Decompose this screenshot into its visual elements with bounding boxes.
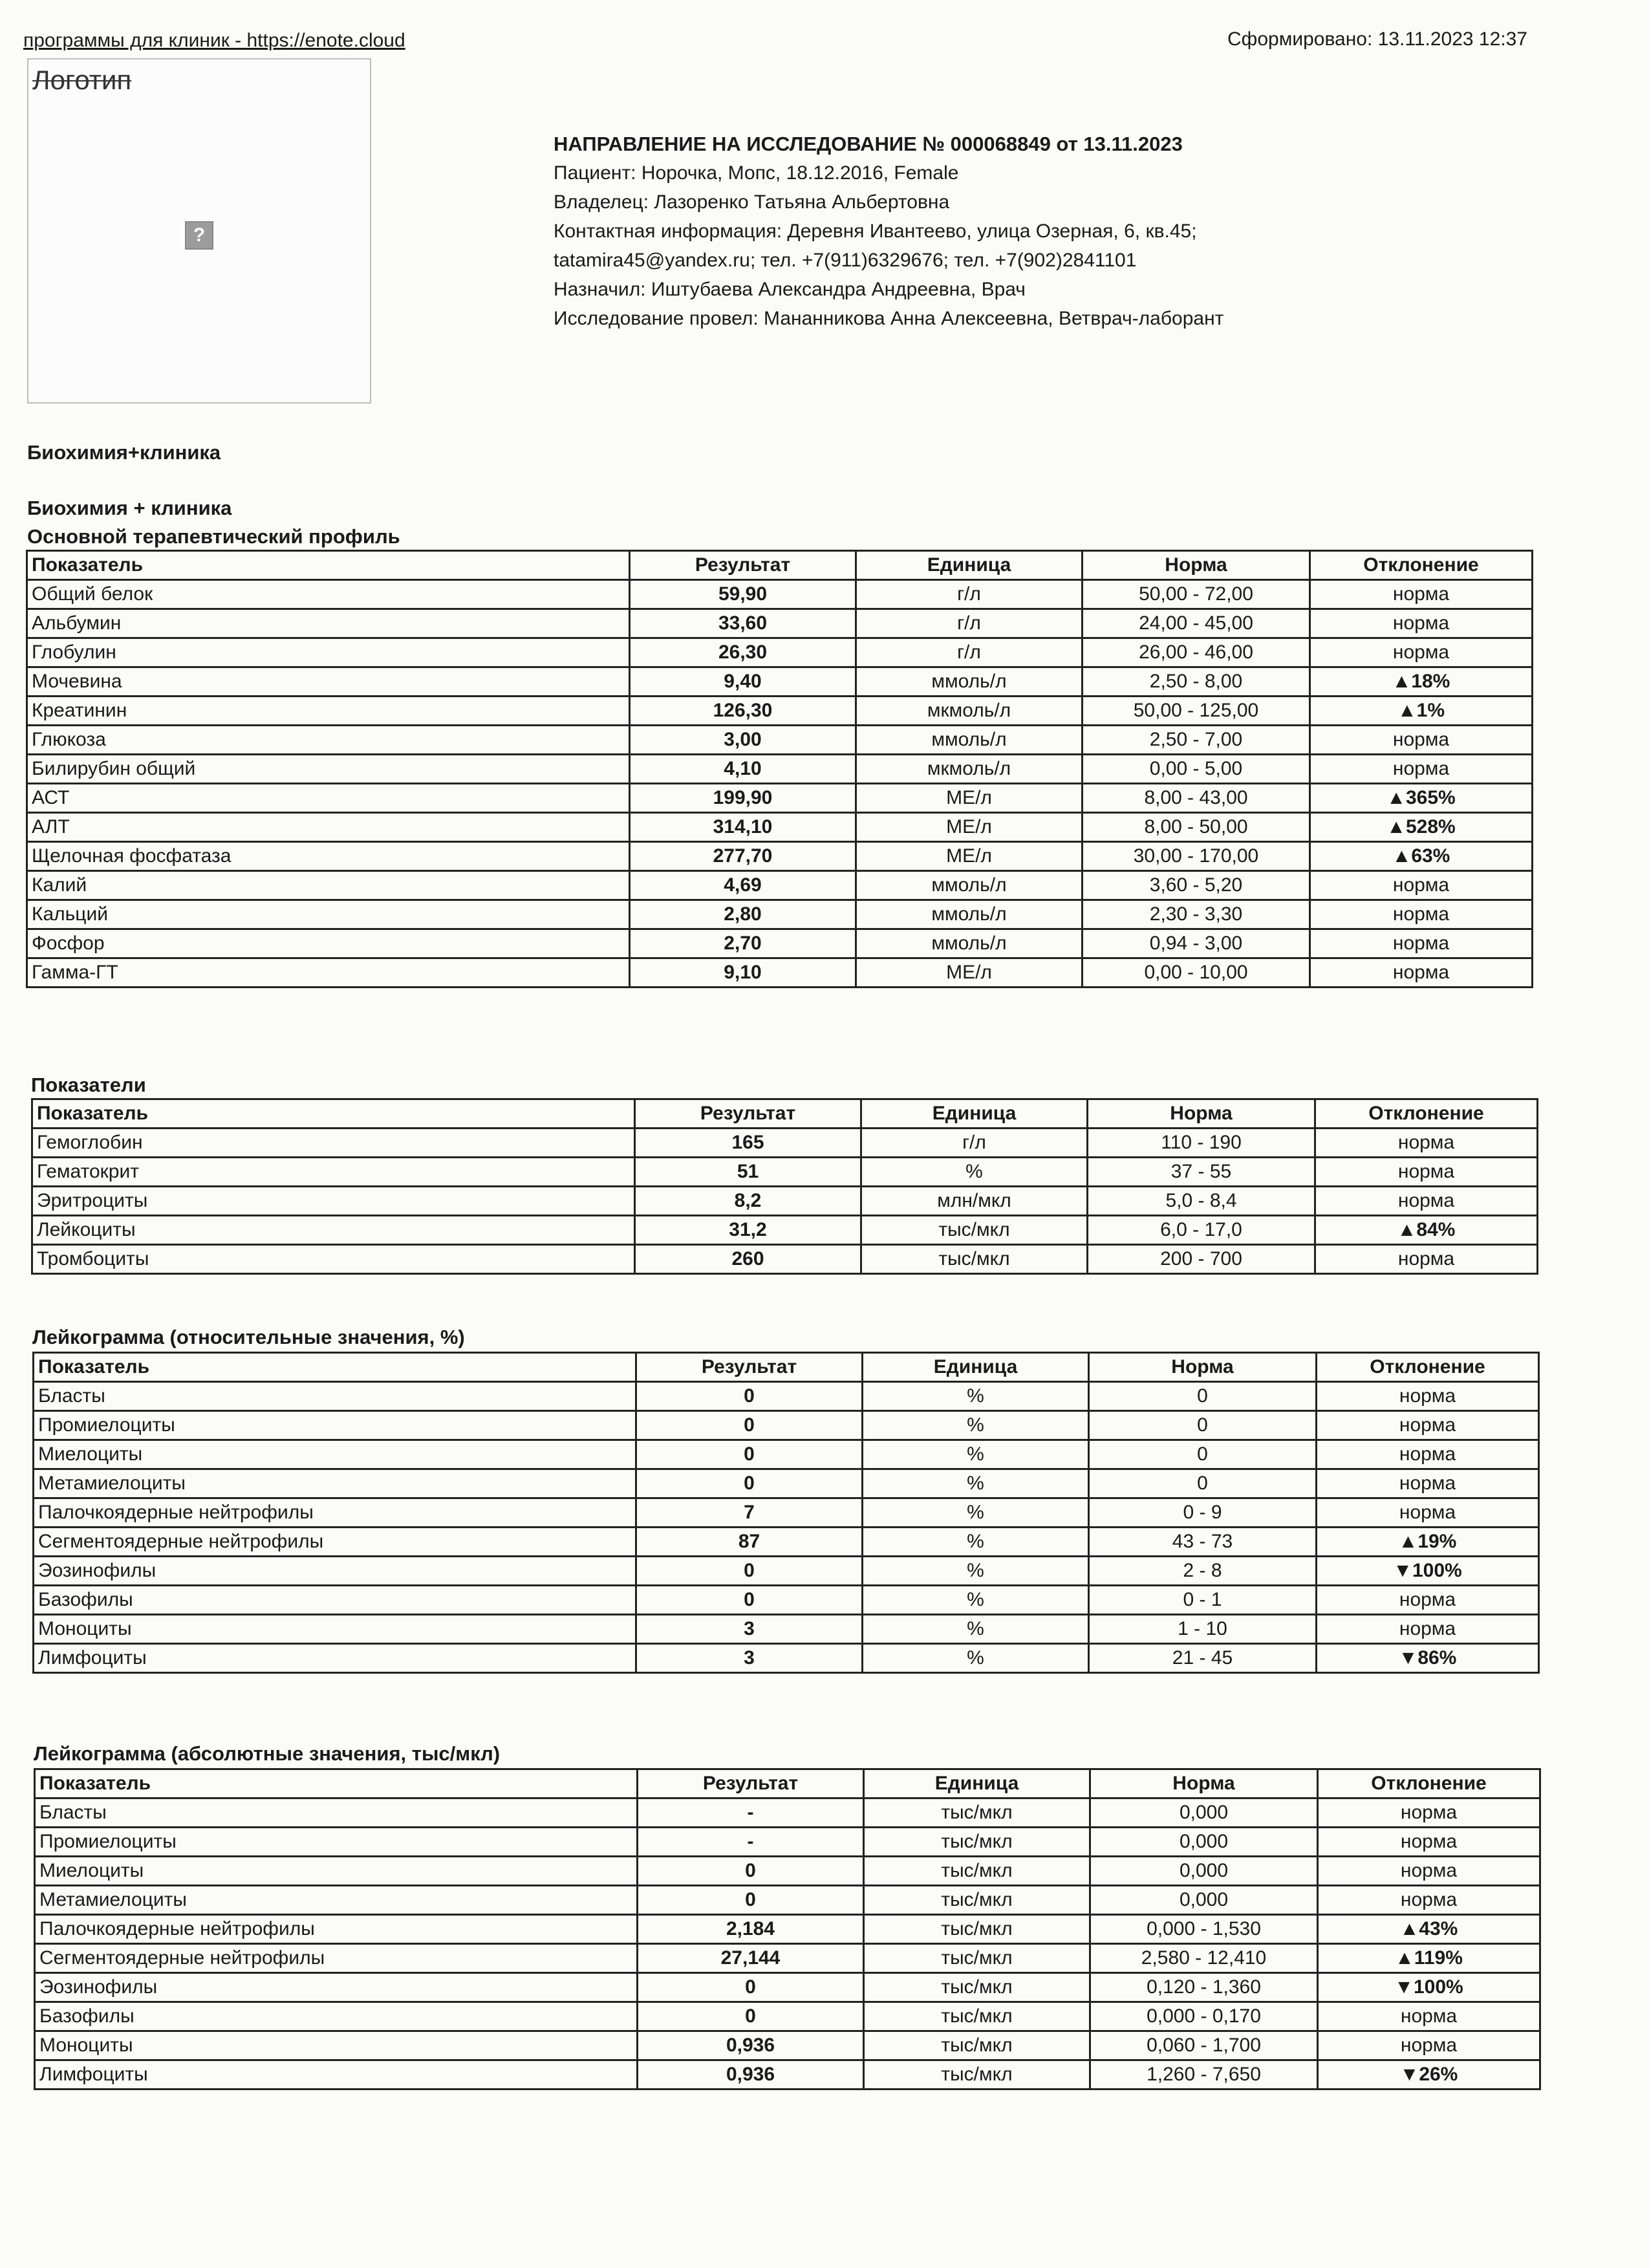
cell-result: 7 xyxy=(636,1498,863,1528)
table-header-row xyxy=(32,1099,1538,1129)
cell-unit: % xyxy=(863,1644,1089,1673)
cell-result: 314,10 xyxy=(630,813,856,842)
cell-unit: % xyxy=(863,1382,1089,1411)
cell-result: 0,936 xyxy=(638,2031,864,2060)
table-row xyxy=(27,638,1533,667)
cell-deviation: норма xyxy=(1310,929,1533,958)
cell-indicator: Фосфор xyxy=(27,929,630,958)
cell-indicator: Креатинин xyxy=(27,697,630,726)
logo-text: Логотип xyxy=(32,65,132,95)
referral-title: НАПРАВЛЕНИЕ НА ИССЛЕДОВАНИЕ № 000068849 от 13.11.2023 xyxy=(554,133,1183,155)
table-row xyxy=(35,2002,1540,2031)
table-row xyxy=(27,900,1533,929)
cell-indicator: Палочкоядерные нейтрофилы xyxy=(35,1915,638,1944)
cell-deviation: ▲365% xyxy=(1310,784,1533,813)
table-row xyxy=(27,813,1533,842)
cell-unit: % xyxy=(861,1158,1088,1187)
cell-norm: 2,50 - 8,00 xyxy=(1083,667,1310,697)
cell-deviation: норма xyxy=(1317,1440,1539,1469)
cell-norm: 0,000 - 0,170 xyxy=(1090,2002,1318,2031)
cell-norm: 0,000 xyxy=(1090,1886,1318,1915)
table-row xyxy=(35,1857,1540,1886)
cell-unit: % xyxy=(863,1440,1089,1469)
cell-unit: мкмоль/л xyxy=(856,697,1083,726)
cell-result: 33,60 xyxy=(630,609,856,638)
table-row xyxy=(27,580,1533,609)
table-row xyxy=(27,958,1533,988)
cell-deviation: норма xyxy=(1315,1187,1538,1216)
cell-norm: 0 xyxy=(1089,1382,1317,1411)
cell-indicator: Моноциты xyxy=(34,1615,636,1644)
cell-result: 199,90 xyxy=(630,784,856,813)
cell-indicator: Сегментоядерные нейтрофилы xyxy=(35,1944,638,1973)
cell-unit: мкмоль/л xyxy=(856,755,1083,784)
referral-info xyxy=(554,129,1223,333)
cell-deviation: норма xyxy=(1315,1129,1538,1158)
cell-deviation: норма xyxy=(1318,1857,1540,1886)
cell-unit: тыс/мкл xyxy=(861,1216,1088,1245)
cell-deviation: норма xyxy=(1315,1158,1538,1187)
table-subtitle-biochem: Основной терапевтический профиль xyxy=(27,525,400,548)
cell-deviation: норма xyxy=(1318,1886,1540,1915)
cell-norm: 8,00 - 43,00 xyxy=(1083,784,1310,813)
main-section-title: Биохимия+клиника xyxy=(27,441,221,464)
cell-deviation: норма xyxy=(1317,1586,1539,1615)
cell-indicator: Билирубин общий xyxy=(27,755,630,784)
cell-deviation: ▼100% xyxy=(1317,1557,1539,1586)
cell-indicator: АЛТ xyxy=(27,813,630,842)
cell-norm: 0 - 1 xyxy=(1089,1586,1317,1615)
cell-unit: % xyxy=(863,1615,1089,1644)
cell-result: 8,2 xyxy=(635,1187,861,1216)
column-header-norm: Норма xyxy=(1083,551,1310,580)
cell-result: 59,90 xyxy=(630,580,856,609)
cell-indicator: Глюкоза xyxy=(27,726,630,755)
assigned-line: Назначил: Иштубаева Александра Андреевна, Врач xyxy=(554,279,1026,300)
table-row xyxy=(32,1245,1538,1274)
table-row xyxy=(27,726,1533,755)
cell-unit: % xyxy=(863,1557,1089,1586)
cell-unit: ммоль/л xyxy=(856,900,1083,929)
cell-norm: 2,50 - 7,00 xyxy=(1083,726,1310,755)
table-row xyxy=(34,1528,1539,1557)
cell-indicator: Эозинофилы xyxy=(35,1973,638,2002)
cell-deviation: ▲84% xyxy=(1315,1216,1538,1245)
cell-unit: тыс/мкл xyxy=(864,1798,1090,1828)
cell-norm: 24,00 - 45,00 xyxy=(1083,609,1310,638)
cell-unit: МЕ/л xyxy=(856,784,1083,813)
cell-norm: 26,00 - 46,00 xyxy=(1083,638,1310,667)
cell-norm: 43 - 73 xyxy=(1089,1528,1317,1557)
cell-unit: ммоль/л xyxy=(856,667,1083,697)
column-header-indicator: Показатель xyxy=(35,1769,638,1798)
cell-unit: тыс/мкл xyxy=(864,2002,1090,2031)
cell-deviation: норма xyxy=(1317,1469,1539,1498)
cell-norm: 2,580 - 12,410 xyxy=(1090,1944,1318,1973)
cell-unit: МЕ/л xyxy=(856,842,1083,871)
contact-line-2: tatamira45@yandex.ru; тел. +7(911)6329676; тел. +7(902)2841101 xyxy=(554,250,1137,271)
column-header-result: Результат xyxy=(636,1353,863,1382)
cell-unit: тыс/мкл xyxy=(861,1245,1088,1274)
cell-indicator: Кальций xyxy=(27,900,630,929)
cell-deviation: норма xyxy=(1317,1615,1539,1644)
column-header-result: Результат xyxy=(638,1769,864,1798)
column-header-norm: Норма xyxy=(1090,1769,1318,1798)
cell-result: 165 xyxy=(635,1129,861,1158)
cell-deviation: ▲19% xyxy=(1317,1528,1539,1557)
cell-unit: млн/мкл xyxy=(861,1187,1088,1216)
column-header-unit: Единица xyxy=(856,551,1083,580)
table-row xyxy=(35,1915,1540,1944)
cell-deviation: норма xyxy=(1310,755,1533,784)
cell-norm: 0 xyxy=(1089,1440,1317,1469)
cell-indicator: Тромбоциты xyxy=(32,1245,635,1274)
cell-norm: 0 xyxy=(1089,1411,1317,1440)
cell-indicator: Лимфоциты xyxy=(35,2060,638,2090)
table-title-leuko-absolute: Лейкограмма (абсолютные значения, тыс/мкл) xyxy=(34,1742,501,1765)
column-header-deviation: Отклонение xyxy=(1315,1099,1538,1129)
cell-norm: 0 xyxy=(1089,1469,1317,1498)
logo-placeholder xyxy=(27,58,371,404)
cell-norm: 6,0 - 17,0 xyxy=(1088,1216,1315,1245)
cell-indicator: Промиелоциты xyxy=(35,1828,638,1857)
cell-result: 9,10 xyxy=(630,958,856,988)
cell-deviation: норма xyxy=(1310,609,1533,638)
cell-indicator: АСТ xyxy=(27,784,630,813)
cell-result: 0 xyxy=(636,1411,863,1440)
cell-result: 0,936 xyxy=(638,2060,864,2090)
cell-result: - xyxy=(638,1798,864,1828)
cell-deviation: норма xyxy=(1318,2002,1540,2031)
cell-result: 0 xyxy=(638,2002,864,2031)
cell-indicator: Лимфоциты xyxy=(34,1644,636,1673)
cell-unit: тыс/мкл xyxy=(864,1828,1090,1857)
results-table-biochem xyxy=(26,550,1533,988)
cell-unit: % xyxy=(863,1498,1089,1528)
patient-line: Пациент: Норочка, Мопс, 18.12.2016, Female xyxy=(554,162,959,184)
cell-indicator: Миелоциты xyxy=(35,1857,638,1886)
cell-result: 0 xyxy=(636,1382,863,1411)
column-header-norm: Норма xyxy=(1088,1099,1315,1129)
cell-deviation: норма xyxy=(1315,1245,1538,1274)
cell-indicator: Промиелоциты xyxy=(34,1411,636,1440)
cell-norm: 0,120 - 1,360 xyxy=(1090,1973,1318,2002)
cell-deviation: ▼86% xyxy=(1317,1644,1539,1673)
column-header-result: Результат xyxy=(635,1099,861,1129)
column-header-deviation: Отклонение xyxy=(1317,1353,1539,1382)
column-header-indicator: Показатель xyxy=(27,551,630,580)
cell-deviation: норма xyxy=(1310,958,1533,988)
cell-result: 3,00 xyxy=(630,726,856,755)
cell-unit: тыс/мкл xyxy=(864,1973,1090,2002)
cell-result: 2,80 xyxy=(630,900,856,929)
table-row xyxy=(27,784,1533,813)
table-row xyxy=(34,1498,1539,1528)
table-header-row xyxy=(27,551,1533,580)
cell-result: 2,70 xyxy=(630,929,856,958)
cell-norm: 37 - 55 xyxy=(1088,1158,1315,1187)
cell-indicator: Моноциты xyxy=(35,2031,638,2060)
cell-deviation: норма xyxy=(1318,1828,1540,1857)
cell-indicator: Метамиелоциты xyxy=(34,1469,636,1498)
cell-deviation: ▼26% xyxy=(1318,2060,1540,2090)
table-row xyxy=(35,2031,1540,2060)
cell-unit: тыс/мкл xyxy=(864,2031,1090,2060)
cell-deviation: норма xyxy=(1318,1798,1540,1828)
cell-deviation: ▲119% xyxy=(1318,1944,1540,1973)
table-row xyxy=(34,1615,1539,1644)
table-row xyxy=(32,1187,1538,1216)
cell-result: 4,10 xyxy=(630,755,856,784)
cell-result: - xyxy=(638,1828,864,1857)
cell-deviation: ▲528% xyxy=(1310,813,1533,842)
cell-norm: 0,000 xyxy=(1090,1828,1318,1857)
table-row xyxy=(35,1944,1540,1973)
column-header-unit: Единица xyxy=(864,1769,1090,1798)
table-row xyxy=(34,1440,1539,1469)
cell-norm: 110 - 190 xyxy=(1088,1129,1315,1158)
cell-indicator: Эритроциты xyxy=(32,1187,635,1216)
cell-norm: 2,30 - 3,30 xyxy=(1083,900,1310,929)
column-header-indicator: Показатель xyxy=(32,1099,635,1129)
cell-unit: % xyxy=(863,1411,1089,1440)
cell-indicator: Эозинофилы xyxy=(34,1557,636,1586)
table-row xyxy=(27,697,1533,726)
cell-norm: 0 - 9 xyxy=(1089,1498,1317,1528)
table-row xyxy=(32,1129,1538,1158)
cell-unit: г/л xyxy=(856,580,1083,609)
cell-indicator: Калий xyxy=(27,871,630,900)
results-table-leuko-relative xyxy=(32,1352,1540,1674)
cell-result: 126,30 xyxy=(630,697,856,726)
cell-result: 277,70 xyxy=(630,842,856,871)
broken-image-icon: ? xyxy=(185,221,213,250)
column-header-deviation: Отклонение xyxy=(1318,1769,1540,1798)
cell-unit: тыс/мкл xyxy=(864,1886,1090,1915)
cell-indicator: Базофилы xyxy=(34,1586,636,1615)
table-row xyxy=(32,1158,1538,1187)
cell-result: 9,40 xyxy=(630,667,856,697)
column-header-norm: Норма xyxy=(1089,1353,1317,1382)
cell-indicator: Базофилы xyxy=(35,2002,638,2031)
cell-indicator: Общий белок xyxy=(27,580,630,609)
cell-unit: г/л xyxy=(861,1129,1088,1158)
cell-norm: 50,00 - 125,00 xyxy=(1083,697,1310,726)
cell-unit: тыс/мкл xyxy=(864,1944,1090,1973)
cell-norm: 5,0 - 8,4 xyxy=(1088,1187,1315,1216)
column-header-result: Результат xyxy=(630,551,856,580)
cell-deviation: норма xyxy=(1317,1411,1539,1440)
table-title-leuko-relative: Лейкограмма (относительные значения, %) xyxy=(32,1326,465,1348)
cell-unit: ммоль/л xyxy=(856,871,1083,900)
table-title-indicators: Показатели xyxy=(31,1074,146,1096)
cell-unit: г/л xyxy=(856,609,1083,638)
cell-norm: 21 - 45 xyxy=(1089,1644,1317,1673)
table-header-row xyxy=(34,1353,1539,1382)
cell-deviation: ▼100% xyxy=(1318,1973,1540,2002)
cell-indicator: Палочкоядерные нейтрофилы xyxy=(34,1498,636,1528)
column-header-deviation: Отклонение xyxy=(1310,551,1533,580)
results-table-indicators xyxy=(31,1098,1538,1275)
cell-unit: МЕ/л xyxy=(856,958,1083,988)
cell-deviation: ▲63% xyxy=(1310,842,1533,871)
table-row xyxy=(34,1586,1539,1615)
cell-norm: 0,00 - 10,00 xyxy=(1083,958,1310,988)
cell-indicator: Щелочная фосфатаза xyxy=(27,842,630,871)
results-table-leuko-absolute xyxy=(34,1768,1541,2090)
cell-result: 2,184 xyxy=(638,1915,864,1944)
cell-indicator: Гамма-ГТ xyxy=(27,958,630,988)
cell-norm: 3,60 - 5,20 xyxy=(1083,871,1310,900)
cell-result: 260 xyxy=(635,1245,861,1274)
cell-unit: ммоль/л xyxy=(856,929,1083,958)
cell-norm: 8,00 - 50,00 xyxy=(1083,813,1310,842)
column-header-unit: Единица xyxy=(861,1099,1088,1129)
table-row xyxy=(27,842,1533,871)
table-row xyxy=(32,1216,1538,1245)
table-row xyxy=(34,1557,1539,1586)
cell-norm: 1 - 10 xyxy=(1089,1615,1317,1644)
cell-deviation: норма xyxy=(1317,1498,1539,1528)
cell-indicator: Глобулин xyxy=(27,638,630,667)
cell-unit: тыс/мкл xyxy=(864,1915,1090,1944)
cell-result: 3 xyxy=(636,1615,863,1644)
cell-result: 51 xyxy=(635,1158,861,1187)
cell-deviation: ▲43% xyxy=(1318,1915,1540,1944)
table-row xyxy=(27,929,1533,958)
cell-result: 0 xyxy=(636,1440,863,1469)
contact-line-1: Контактная информация: Деревня Ивантеево, улица Озерная, 6, кв.45; xyxy=(554,221,1197,242)
cell-norm: 30,00 - 170,00 xyxy=(1083,842,1310,871)
cell-deviation: норма xyxy=(1310,638,1533,667)
cell-result: 87 xyxy=(636,1528,863,1557)
cell-result: 0 xyxy=(636,1469,863,1498)
generated-timestamp: Сформировано: 13.11.2023 12:37 xyxy=(1227,28,1527,50)
cell-result: 26,30 xyxy=(630,638,856,667)
performed-line: Исследование провел: Мананникова Анна Алексеевна, Ветврач-лаборант xyxy=(554,308,1224,329)
cell-deviation: ▲18% xyxy=(1310,667,1533,697)
cell-norm: 0,000 - 1,530 xyxy=(1090,1915,1318,1944)
cell-unit: ммоль/л xyxy=(856,726,1083,755)
cell-indicator: Лейкоциты xyxy=(32,1216,635,1245)
cell-result: 0 xyxy=(638,1973,864,2002)
table-title-biochem: Биохимия + клиника xyxy=(27,497,232,519)
cell-result: 31,2 xyxy=(635,1216,861,1245)
table-row xyxy=(34,1469,1539,1498)
cell-indicator: Миелоциты xyxy=(34,1440,636,1469)
cell-result: 27,144 xyxy=(638,1944,864,1973)
table-row xyxy=(34,1382,1539,1411)
table-row xyxy=(35,1886,1540,1915)
cell-norm: 0,000 xyxy=(1090,1857,1318,1886)
cell-norm: 0,000 xyxy=(1090,1798,1318,1828)
cell-unit: % xyxy=(863,1469,1089,1498)
cell-unit: % xyxy=(863,1586,1089,1615)
cell-indicator: Метамиелоциты xyxy=(35,1886,638,1915)
cell-norm: 0,94 - 3,00 xyxy=(1083,929,1310,958)
cell-unit: % xyxy=(863,1528,1089,1557)
cell-norm: 50,00 - 72,00 xyxy=(1083,580,1310,609)
cell-indicator: Бласты xyxy=(34,1382,636,1411)
cell-result: 0 xyxy=(638,1886,864,1915)
table-row xyxy=(27,871,1533,900)
cell-result: 0 xyxy=(638,1857,864,1886)
cell-result: 0 xyxy=(636,1586,863,1615)
table-row xyxy=(34,1644,1539,1673)
cell-result: 3 xyxy=(636,1644,863,1673)
cell-indicator: Альбумин xyxy=(27,609,630,638)
cell-norm: 2 - 8 xyxy=(1089,1557,1317,1586)
cell-result: 4,69 xyxy=(630,871,856,900)
table-row xyxy=(35,2060,1540,2090)
cell-result: 0 xyxy=(636,1557,863,1586)
cell-indicator: Гематокрит xyxy=(32,1158,635,1187)
cell-norm: 0,00 - 5,00 xyxy=(1083,755,1310,784)
table-row xyxy=(35,1973,1540,2002)
cell-deviation: норма xyxy=(1318,2031,1540,2060)
column-header-indicator: Показатель xyxy=(34,1353,636,1382)
cell-unit: МЕ/л xyxy=(856,813,1083,842)
cell-deviation: норма xyxy=(1310,871,1533,900)
table-row xyxy=(34,1411,1539,1440)
cell-norm: 1,260 - 7,650 xyxy=(1090,2060,1318,2090)
owner-line: Владелец: Лазоренко Татьяна Альбертовна xyxy=(554,191,950,213)
table-header-row xyxy=(35,1769,1540,1798)
cell-deviation: норма xyxy=(1310,580,1533,609)
cell-indicator: Сегментоядерные нейтрофилы xyxy=(34,1528,636,1557)
cell-indicator: Мочевина xyxy=(27,667,630,697)
cell-unit: г/л xyxy=(856,638,1083,667)
cell-deviation: норма xyxy=(1310,726,1533,755)
table-row xyxy=(27,755,1533,784)
table-row xyxy=(27,667,1533,697)
table-row xyxy=(27,609,1533,638)
cell-deviation: норма xyxy=(1317,1382,1539,1411)
table-row xyxy=(35,1798,1540,1828)
column-header-unit: Единица xyxy=(863,1353,1089,1382)
cell-indicator: Бласты xyxy=(35,1798,638,1828)
cell-unit: тыс/мкл xyxy=(864,1857,1090,1886)
cell-deviation: норма xyxy=(1310,900,1533,929)
clinic-software-link[interactable]: программы для клиник - https://enote.cloud xyxy=(23,30,405,51)
cell-unit: тыс/мкл xyxy=(864,2060,1090,2090)
cell-indicator: Гемоглобин xyxy=(32,1129,635,1158)
cell-deviation: ▲1% xyxy=(1310,697,1533,726)
cell-norm: 200 - 700 xyxy=(1088,1245,1315,1274)
cell-norm: 0,060 - 1,700 xyxy=(1090,2031,1318,2060)
table-row xyxy=(35,1828,1540,1857)
